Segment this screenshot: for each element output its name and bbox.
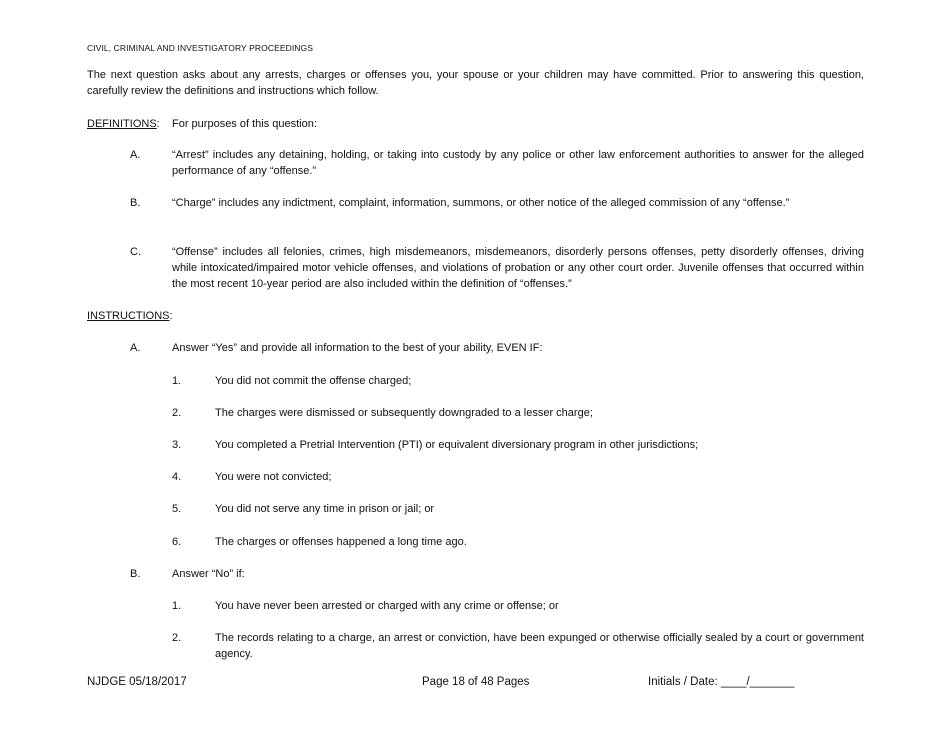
instruction-a-item-1-num: 1. [172, 375, 182, 387]
instruction-a-item-3-num: 3. [172, 439, 182, 451]
definitions-heading [87, 116, 160, 132]
instruction-a-item-5-num: 5. [172, 503, 182, 515]
instruction-a-item-2-num: 2. [172, 407, 182, 419]
instruction-a-item-4-num: 4. [172, 471, 182, 483]
instruction-b-letter: B. [130, 568, 141, 580]
instruction-b-text: Answer “No” if: [172, 568, 245, 580]
definitions-lead: For purposes of this question: [172, 118, 317, 130]
intro-paragraph: The next question asks about any arrests, charges or offenses you, your spouse or your children may have committed. Prior to answering this question, carefully review the definitions and instructions which follow. [87, 69, 864, 97]
instruction-b-item-1-text: You have never been arrested or charged with any crime or offense; or [215, 600, 559, 612]
instruction-a-letter: A. [130, 342, 141, 354]
instruction-a-item-2-text: The charges were dismissed or subsequently downgraded to a lesser charge; [215, 407, 593, 419]
definition-c-text: “Offense” includes all felonies, crimes, high misdemeanors, misdemeanors, disorderly persons offenses, petty disorderly offenses, driving while intoxicated/impaired motor vehicle offenses, and violations of probation or any other court order. Juvenile offenses that occurred within the most recent 10-year period are also included within the definition of “offenses.” [172, 246, 864, 290]
instruction-b-item-2-text: The records relating to a charge, an arrest or conviction, have been expunged or otherwise officially sealed by a court or government agency. [215, 632, 864, 660]
instructions-heading-colon: : [169, 310, 173, 322]
definitions-heading-colon: : [156, 118, 160, 130]
instruction-a-item-3-text: You completed a Pretrial Intervention (PTI) or equivalent diversionary program in other jurisdictions; [215, 439, 699, 451]
instruction-a-item-6-text: The charges or offenses happened a long time ago. [215, 536, 467, 548]
initials-date-field: Initials / Date: ____/_______ [648, 676, 795, 688]
definition-b-text: “Charge” includes any indictment, complaint, information, summons, or other notice of the alleged commission of any “offense.” [172, 197, 790, 209]
definition-a-text: “Arrest” includes any detaining, holding, or taking into custody by any police or other law enforcement authorities to answer for the alleged performance of any “offense.” [172, 149, 864, 177]
definition-b-letter: B. [130, 197, 141, 209]
instruction-b-item-1-num: 1. [172, 600, 182, 612]
section-header: CIVIL, CRIMINAL AND INVESTIGATORY PROCEEDINGS [87, 43, 314, 53]
instruction-a-item-4-text: You were not convicted; [215, 471, 332, 483]
instruction-a-item-5-text: You did not serve any time in prison or jail; or [215, 503, 435, 515]
instruction-a-text: Answer “Yes” and provide all information to the best of your ability, EVEN IF: [172, 342, 543, 354]
instruction-a-item-6-num: 6. [172, 536, 182, 548]
instruction-b-item-2-num: 2. [172, 632, 182, 644]
definition-a-letter: A. [130, 149, 141, 161]
definitions-heading-text: DEFINITIONS [87, 118, 157, 130]
instructions-heading-text: INSTRUCTIONS [87, 310, 170, 322]
instructions-heading [87, 308, 173, 324]
page-number: Page 18 of 48 Pages [422, 676, 530, 688]
form-id: NJDGE 05/18/2017 [87, 676, 187, 688]
instruction-a-item-1-text: You did not commit the offense charged; [215, 375, 412, 387]
definition-c-letter: C. [130, 246, 141, 258]
